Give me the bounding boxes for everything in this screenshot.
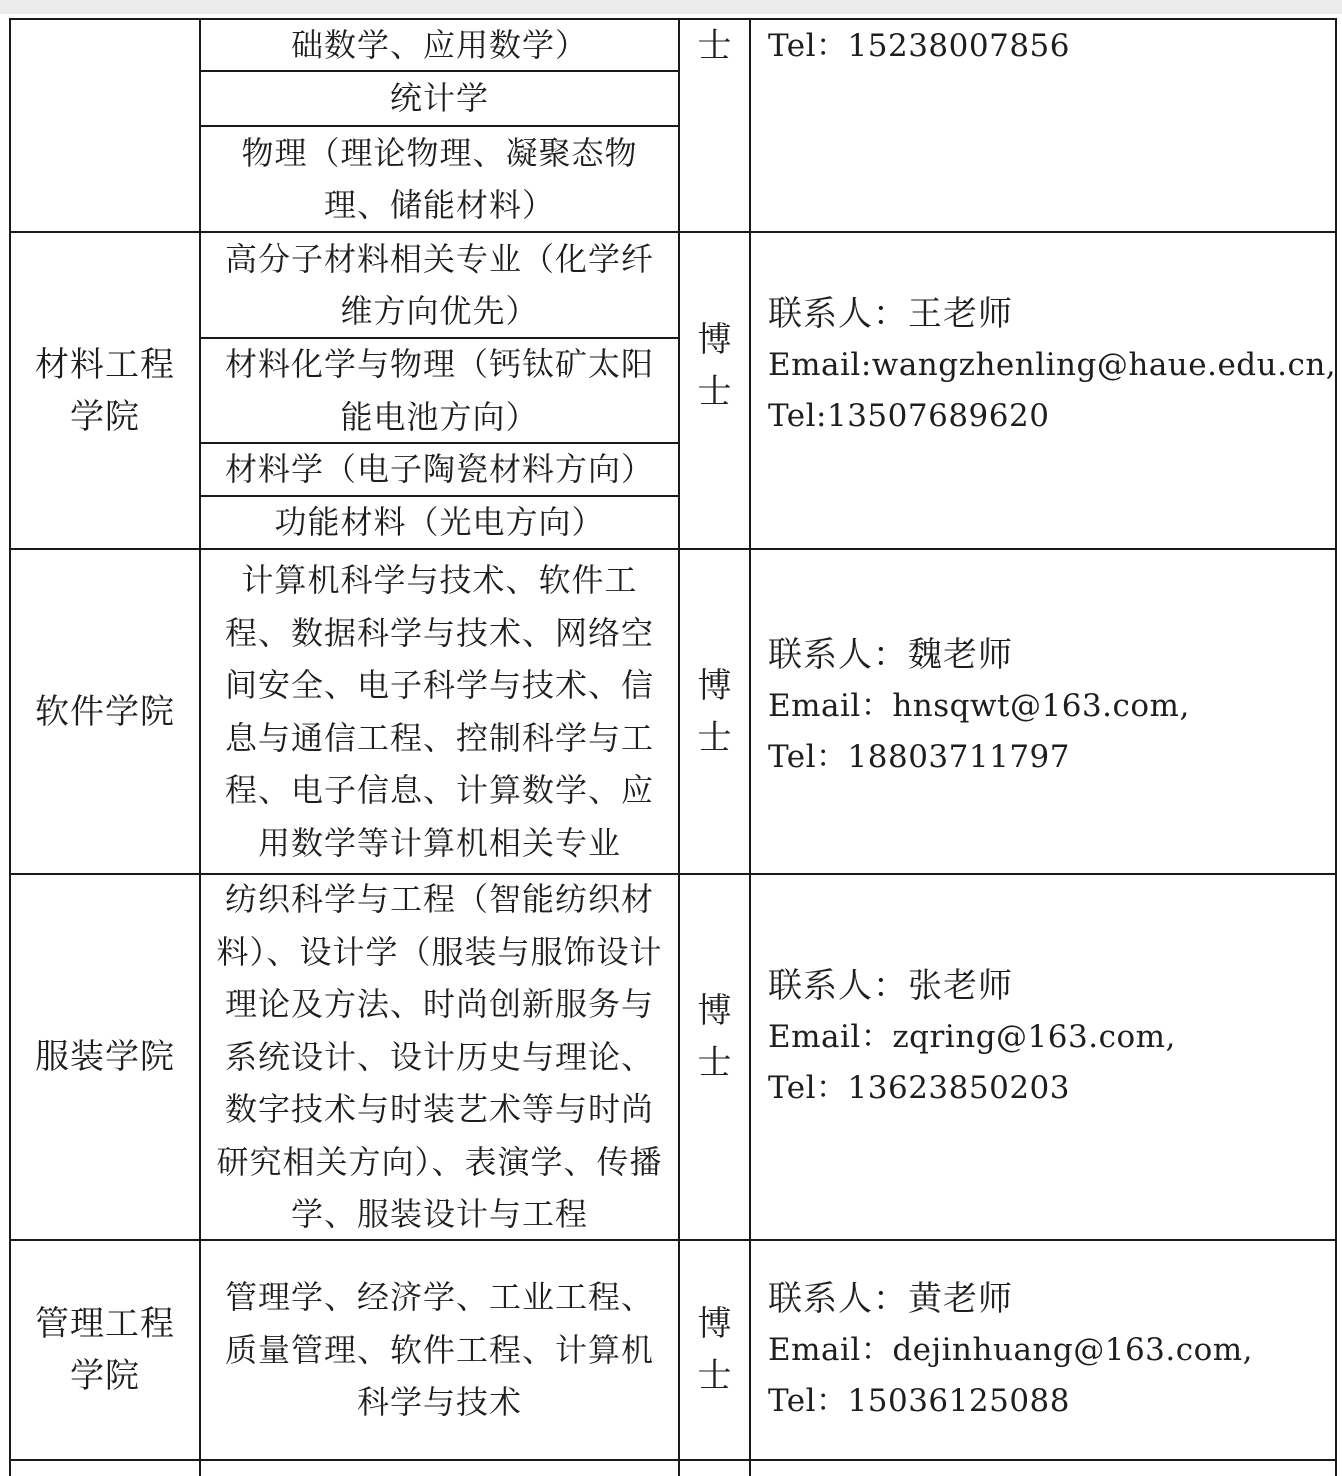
contact-person: 联系人：张老师 — [768, 965, 1013, 1006]
major-text: 高分子材料相关专业（化学纤维方向优先） — [224, 239, 654, 330]
college-name: 软件学院 — [35, 691, 175, 732]
college-name: 管理工程学院 — [35, 1304, 175, 1396]
major-text: 功能材料（光电方向） — [274, 503, 605, 542]
contact-person: 联系人：王老师 — [768, 294, 1013, 334]
degree-text: 博士 — [697, 991, 732, 1083]
major-cell — [201, 497, 678, 548]
major-text: 物理（理论物理、凝聚态物理、储能材料） — [241, 133, 638, 224]
contact-person: 联系人：黄老师 — [768, 1278, 1013, 1319]
degree-cell — [680, 875, 749, 1239]
major-text: 材料学（电子陶瓷材料方向） — [224, 450, 654, 489]
degree-cell — [680, 1241, 749, 1459]
degree-text: 博士 — [697, 319, 732, 412]
contact-cell — [768, 233, 1337, 548]
major-cell — [201, 127, 678, 231]
contact-email: Email：zqring@163.com, — [768, 1018, 1176, 1055]
contact-tel: Tel：18803711797 — [768, 739, 1070, 775]
degree-text: 博士 — [697, 1304, 732, 1396]
column-divider — [749, 18, 751, 1476]
row-divider — [10, 1459, 1336, 1461]
page-top-band — [0, 0, 1342, 14]
college-cell — [11, 875, 199, 1239]
major-text: 计算机科学与技术、软件工程、数据科学与技术、网络空间安全、电子科学与技术、信息与通信工程、控制科学与工程、电子信息、计算数学、应用数学等计算机相关专业 — [224, 561, 654, 862]
contact-tel: Tel:13507689620 — [768, 398, 1050, 434]
contact-person: 联系人：魏老师 — [768, 635, 1013, 675]
degree-cell — [680, 20, 749, 72]
contact-tel: Tel：13623850203 — [768, 1069, 1070, 1106]
major-text: 管理学、经济学、工业工程、质量管理、软件工程、计算机科学与技术 — [224, 1278, 654, 1422]
column-divider — [1335, 18, 1337, 1476]
contact-cell — [768, 550, 1334, 873]
contact-cell — [768, 20, 1334, 72]
college-name: 服装学院 — [35, 1037, 175, 1077]
contact-email: Email：hnsqwt@163.com, — [768, 688, 1190, 724]
contact-tel: Tel：15036125088 — [768, 1382, 1070, 1419]
degree-cell — [680, 233, 749, 548]
major-cell — [201, 339, 678, 442]
degree-cell — [680, 550, 749, 873]
major-cell — [201, 875, 678, 1239]
major-text: 础数学、应用数学） — [290, 25, 588, 64]
major-cell — [201, 444, 678, 495]
contact-cell — [768, 1241, 1334, 1459]
major-text: 统计学 — [389, 79, 489, 118]
contact-cell — [768, 875, 1334, 1239]
major-text: 纺织科学与工程（智能纺织材料）、设计学（服装与服饰设计理论及方法、时尚创新服务与系统设计、设计历史与理论、数字技术与时装艺术等与时尚研究相关方向）、表演学、传播学、服装设计与工程 — [216, 880, 663, 1234]
major-text: 材料化学与物理（钙钛矿太阳能电池方向） — [224, 345, 654, 436]
contact-email: Email：dejinhuang@163.com, — [768, 1331, 1254, 1368]
major-cell — [201, 1241, 678, 1459]
contact-tel: Tel：15238007856 — [768, 27, 1070, 64]
major-cell — [201, 550, 678, 873]
college-cell — [11, 233, 199, 548]
major-cell — [201, 72, 678, 125]
degree-text: 士 — [697, 26, 732, 66]
college-cell — [11, 1241, 199, 1459]
college-cell — [11, 550, 199, 873]
degree-text: 博士 — [697, 665, 732, 758]
contact-email: Email:wangzhenling@haue.edu.cn, — [768, 347, 1337, 383]
college-name: 材料工程学院 — [35, 344, 175, 437]
major-cell — [201, 233, 678, 337]
major-cell — [201, 20, 678, 70]
